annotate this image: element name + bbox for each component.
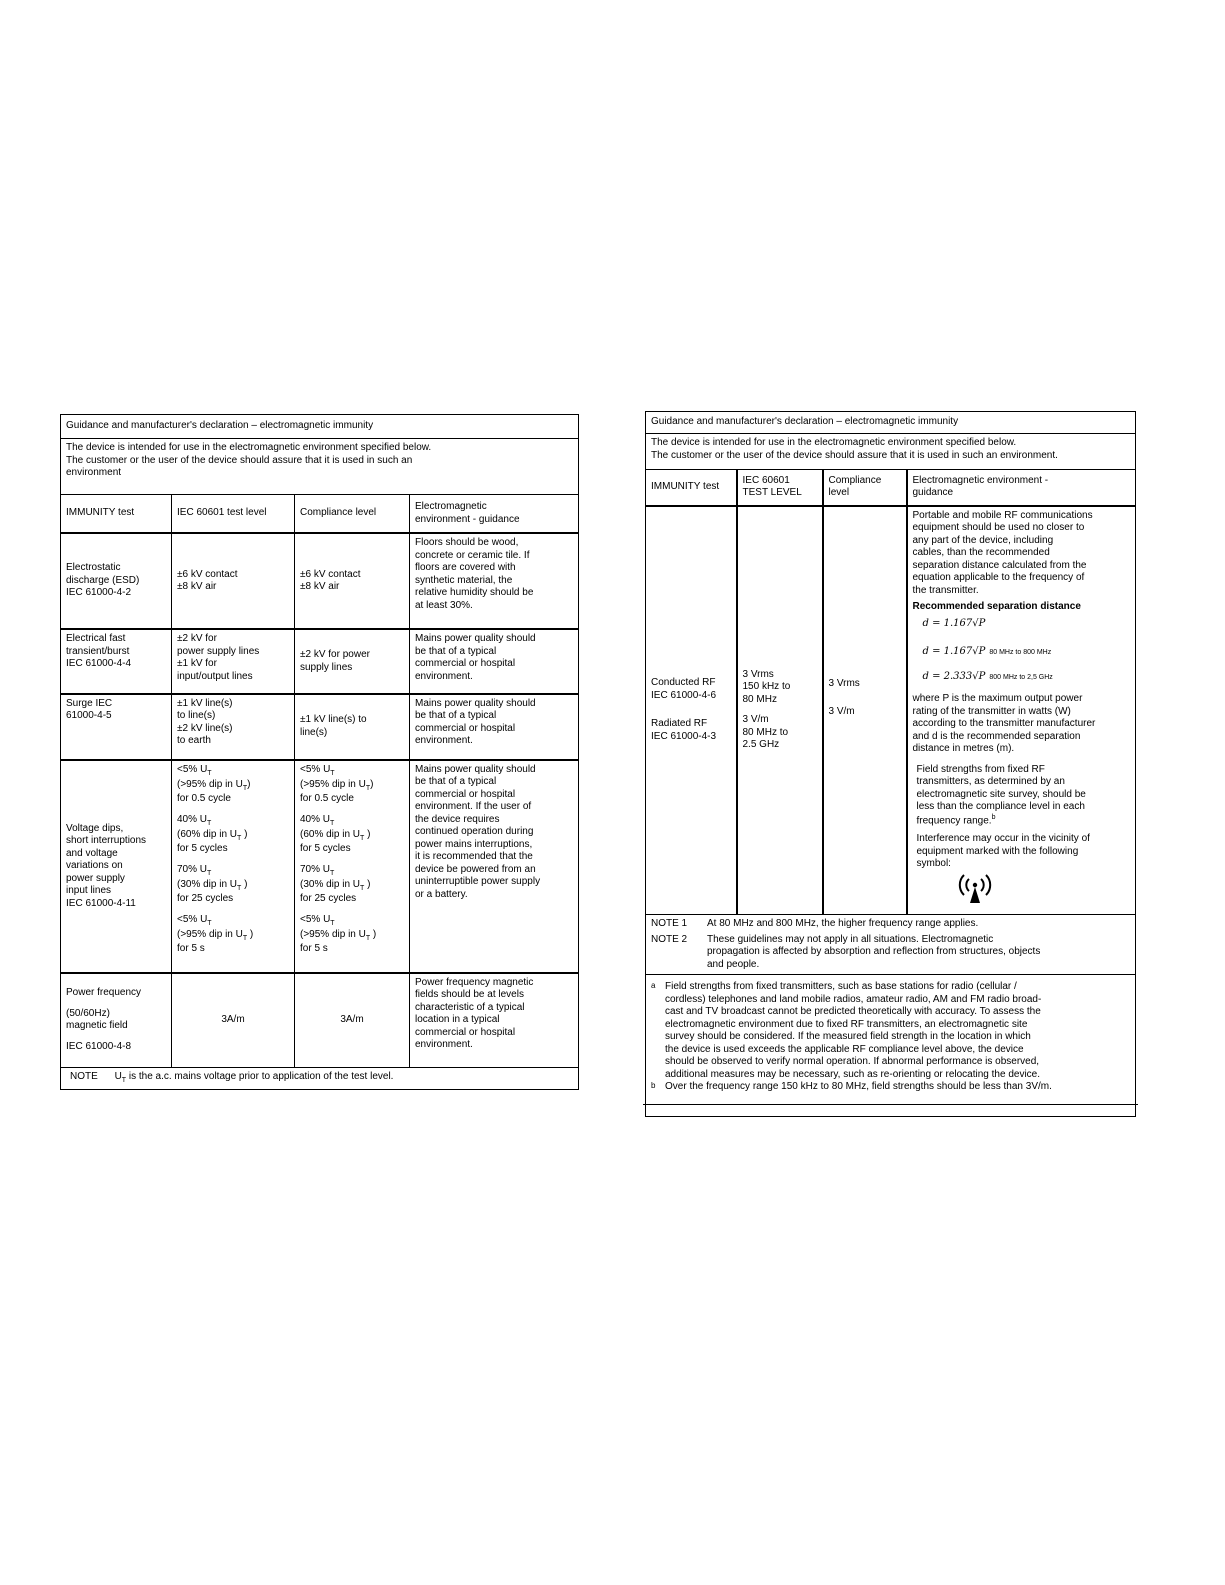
left-row-surge-guidance: Mains power quality should be that of a typical commercial or hospital environment.: [410, 694, 579, 760]
left-row-dips-test: Voltage dips, short interruptions and voltage variations on power supply input lines IEC 61000-4-11: [61, 760, 172, 973]
left-row-eft-compliance: ±2 kV for power supply lines: [295, 629, 410, 693]
right-bottom-rule: [643, 1104, 1138, 1105]
right-table-intro: The device is intended for use in the electromagnetic environment specified below. The customer or the user of the device should assure that it is used in such an environment.: [646, 434, 1136, 470]
right-row-guidance: Portable and mobile RF communications equipment should be used no closer to any part of the device, including cables, than the recommended separation distance calculated from the equation applicable to the frequency of the transmitter. Recommended separation distance d = 1.167√P d = 1.167√P 80 MHz to 800 MHz d = 2.333√P 800 MHz to 2,5 GHz where P is the maximum output power rating of the transmitter in watts (W) according to the transmitter manufacturer and d is the recommended separation distance in metres (m). Field strengths from fixed RF transmitters, as determined by an electromagnetic site survey, should be less than the compliance level in each frequency range.$^b$ Interference may occur in the vicinity of equipment marked with the following symbol:: [907, 506, 1136, 915]
rf-transmitter-icon: [953, 873, 1131, 912]
footnote-a: a Field strengths from fixed transmitters, such as base stations for radio (cellular / cordless) telephones and land mobile radios, amateur radio, AM and FM radio broad- cast and TV broadcast cannot be predicted theoretically with accuracy. To assess the electromagnetic environment due to fixed RF transmitters, an electromagnetic site survey should be considered. If the measured field strength in the location in which the device is used exceeds the applicable RF compliance level above, the device should be observed to verify normal operation. If abnormal performance is observed, additional measures may be necessary, such as re-orienting or relocating the device.: [651, 981, 1042, 1080]
left-row-dips-level: <5% $U_T$ (>95% dip in $U_T$) for 0.5 cycle 40% $U_T$ (60% dip in $U_T$ ) for 5 cycles 70% $U_T$ (30% dip in $U_T$ ) for 25 cycles <5% $U_T$ (>95% dip in $U_T$ ) for 5 s: [172, 760, 295, 973]
left-header-compliance: Compliance level: [295, 495, 410, 533]
left-row-surge-level: ±1 kV line(s) to line(s) ±2 kV line(s) to earth: [172, 694, 295, 760]
left-row-dips-compliance: <5% $U_T$ (>95% dip in $U_T$) for 0.5 cycle 40% $U_T$ (60% dip in $U_T$ ) for 5 cycles 70% $U_T$ (30% dip in $U_T$ ) for 25 cycles <5% $U_T$ (>95% dip in $U_T$ ) for 5 s: [295, 760, 410, 973]
field-strength-text: Field strengths from fixed RF transmitters, as determined by an electromagnetic site survey, should be less than the compliance level in each frequency range.$^b$: [916, 763, 1086, 826]
left-header-test: IMMUNITY test: [61, 495, 172, 533]
left-row-pf-guidance: Power frequency magnetic fields should be at levels characteristic of a typical location in a typical commercial or hospital environment.: [410, 973, 579, 1067]
note-2: NOTE 2 These guidelines may not apply in all situations. Electromagnetic propagation is affected by absorption and reflection from structures, objects and people.: [651, 933, 1041, 970]
right-row-levels: 3 Vrms 150 kHz to 80 MHz 3 V/m 80 MHz to 2.5 GHz: [737, 506, 823, 915]
formula-2: d = 1.167√P 80 MHz to 800 MHz: [922, 646, 1052, 657]
right-row-tests: Conducted RF IEC 61000-4-6 Radiated RF IEC 61000-4-3: [646, 506, 737, 915]
left-row-esd-guidance: Floors should be wood, concrete or ceramic tile. If floors are covered with synthetic material, the relative humidity should be at least 30%.: [410, 533, 579, 629]
right-table-footnotes: [646, 975, 1136, 1117]
left-row-eft-guidance: Mains power quality should be that of a typical commercial or hospital environment.: [410, 629, 579, 693]
left-row-surge-test: Surge IEC 61000-4-5: [61, 694, 172, 760]
left-row-pf-test: Power frequency (50/60Hz) magnetic field IEC 61000-4-8: [61, 973, 172, 1067]
where-text: where P is the maximum output power rating of the transmitter in watts (W) according to the transmitter manufacturer and d is the recommended separation distance in metres (m).: [912, 693, 1096, 754]
left-row-esd-test: Electrostatic discharge (ESD) IEC 61000-4-2: [61, 533, 172, 629]
left-row-eft-level: ±2 kV for power supply lines ±1 kV for input/output lines: [172, 629, 295, 693]
left-row-pf-compliance: 3A/m: [295, 973, 410, 1067]
right-header-level: IEC 60601 TEST LEVEL: [737, 470, 823, 506]
left-table-note: NOTE $U_T$ is the a.c. mains voltage prior to application of the test level.: [61, 1067, 579, 1089]
note-1: NOTE 1 At 80 MHz and 800 MHz, the higher frequency range applies.: [651, 918, 979, 930]
recommended-distance-heading: Recommended separation distance: [912, 601, 1081, 612]
left-row-surge-compliance: ±1 kV line(s) to line(s): [295, 694, 410, 760]
left-row-pf-level: 3A/m: [172, 973, 295, 1067]
right-immunity-table: [645, 411, 1136, 1117]
left-row-esd-compliance: ±6 kV contact ±8 kV air: [295, 533, 410, 629]
footnote-b: b Over the frequency range 150 kHz to 80 MHz, field strengths should be less than 3V/m.: [651, 1081, 1052, 1093]
left-row-eft-test: Electrical fast transient/burst IEC 61000-4-4: [61, 629, 172, 693]
formula-3: d = 2.333√P 800 MHz to 2,5 GHz: [922, 670, 1053, 682]
left-header-level: IEC 60601 test level: [172, 495, 295, 533]
left-table-title: Guidance and manufacturer's declaration – electromagnetic immunity: [61, 415, 579, 439]
right-table-notes: [646, 915, 1136, 975]
right-row-compliance: 3 Vrms 3 V/m: [823, 506, 907, 915]
left-row-esd-level: ±6 kV contact ±8 kV air: [172, 533, 295, 629]
left-immunity-table: [60, 414, 579, 1090]
left-row-dips-guidance: Mains power quality should be that of a typical commercial or hospital environment. If the user of the device requires continued operation during power mains interruptions, it is recommended that the device be powered from an uninterruptible power supply or a battery.: [410, 760, 579, 973]
right-table-title: Guidance and manufacturer's declaration – electromagnetic immunity: [646, 412, 1136, 434]
interference-text: Interference may occur in the vicinity of equipment marked with the following symbol:: [916, 833, 1090, 870]
formula-1: d = 1.167√P: [922, 617, 986, 629]
left-header-guidance: Electromagnetic environment - guidance: [410, 495, 579, 533]
right-header-compliance: Compliance level: [823, 470, 907, 506]
right-header-test: IMMUNITY test: [646, 470, 737, 506]
left-table-intro: The device is intended for use in the electromagnetic environment specified below. The customer or the user of the device should assure that it is used in such an environment: [61, 439, 579, 495]
right-header-guidance: Electromagnetic environment - guidance: [907, 470, 1136, 506]
